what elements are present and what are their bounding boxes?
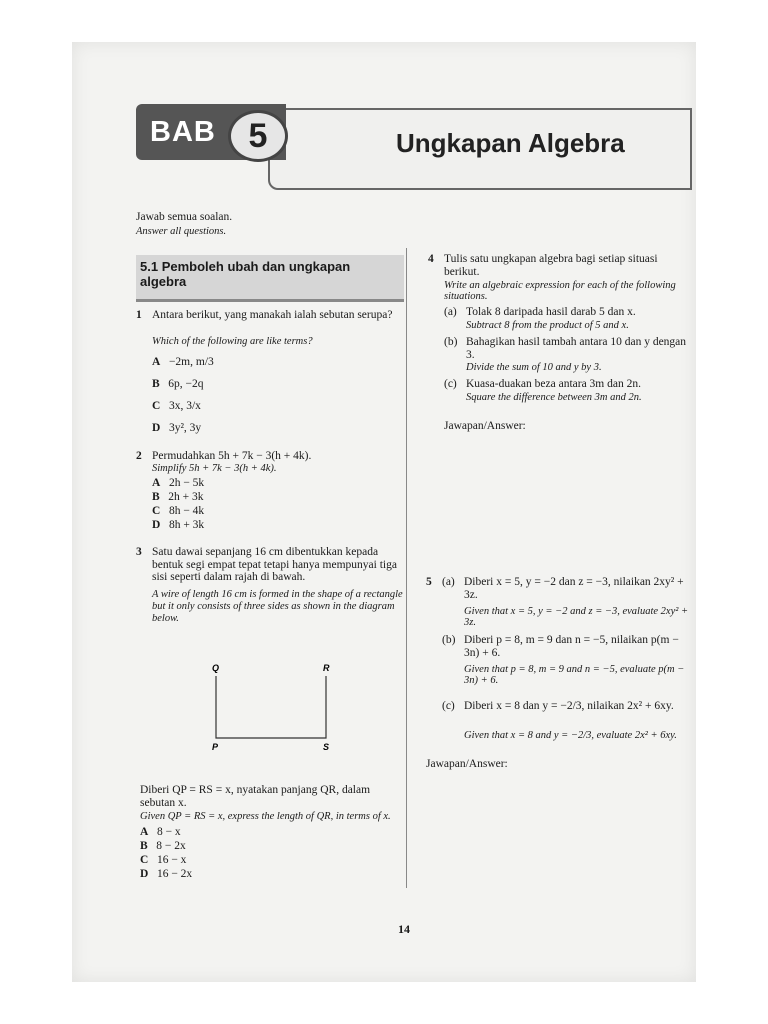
label-s: S: [323, 742, 330, 752]
page-number: 14: [398, 922, 410, 936]
label-p: P: [212, 742, 219, 752]
q3-option: D 16 − 2x: [140, 868, 193, 880]
q5-part-label: (b): [442, 634, 456, 646]
q2-text-ms: Permudahkan 5h + 7k − 3(h + 4k).: [152, 450, 312, 462]
q4-part-label: (b): [444, 336, 458, 348]
q5-part-ms: Diberi x = 8 dan y = −2/3, nilaikan 2x² + 6xy.: [464, 700, 674, 712]
q1-option: D 3y², 3y: [152, 422, 202, 434]
instruction-ms: Jawab semua soalan.: [136, 211, 233, 223]
q2-option: A 2h − 5k: [152, 477, 205, 489]
q1-option: B 6p, −2q: [152, 378, 204, 390]
q4-part-en: Divide the sum of 10 and y by 3.: [466, 362, 602, 373]
q3-diagram: [196, 662, 346, 752]
q5-part-en: Given that x = 5, y = −2 and z = −3, evaluate 2xy² + 3z.: [464, 606, 689, 628]
q2-option: D 8h + 3k: [152, 519, 205, 531]
q3-given-ms: Diberi QP = RS = x, nyatakan panjang QR, dalam sebutan x.: [140, 784, 371, 809]
q3-option: C 16 − x: [140, 854, 187, 866]
q1-text-en: Which of the following are like terms?: [152, 336, 313, 347]
q5-answer-label: Jawapan/Answer:: [426, 758, 508, 770]
q4-part-ms: Bahagikan hasil tambah antara 10 dan y dengan 3.: [466, 336, 687, 361]
q5-part-label: (a): [442, 576, 455, 588]
q1-number: 1: [136, 309, 142, 321]
q4-text-ms: Tulis satu ungkapan algebra bagi setiap situasi berikut.: [444, 253, 658, 278]
q5-part-ms: Diberi p = 8, m = 9 dan n = −5, nilaikan p(m − 3n) + 6.: [464, 634, 679, 659]
q4-part-ms: Kuasa-duakan beza antara 3m dan 2n.: [466, 378, 641, 390]
q5-part-en: Given that p = 8, m = 9 and n = −5, evaluate p(m − 3n) + 6.: [464, 664, 685, 686]
q3-option: A 8 − x: [140, 826, 181, 838]
chapter-label: BAB: [150, 116, 216, 148]
q3-text-en: A wire of length 16 cm is formed in the shape of a rectangle but it only consists of three sides as shown in the diagram below.: [152, 589, 403, 624]
label-q: Q: [212, 663, 220, 673]
q2-number: 2: [136, 450, 142, 462]
q4-part-label: (c): [444, 378, 457, 390]
q1-option: A −2m, m/3: [152, 356, 214, 368]
q3-text-ms: Satu dawai sepanjang 16 cm dibentukkan kepada bentuk segi empat tepat tetapi hanya mempunyai tiga sisi seperti dalam rajah di bawah.: [152, 546, 397, 583]
chapter-number: 5: [228, 110, 288, 162]
q4-answer-label: Jawapan/Answer:: [444, 420, 526, 432]
chapter-title: Ungkapan Algebra: [396, 128, 625, 158]
q1-option: C 3x, 3/x: [152, 400, 201, 412]
wire-shape: [216, 676, 326, 738]
q3-option: B 8 − 2x: [140, 840, 186, 852]
q2-option: B 2h + 3k: [152, 491, 204, 503]
q4-part-en: Subtract 8 from the product of 5 and x.: [466, 320, 629, 331]
q4-part-ms: Tolak 8 daripada hasil darab 5 dan x.: [466, 306, 636, 318]
q2-text-en: Simplify 5h + 7k − 3(h + 4k).: [152, 463, 277, 474]
q5-part-ms: Diberi x = 5, y = −2 dan z = −3, nilaikan 2xy² + 3z.: [464, 576, 684, 601]
q4-number: 4: [428, 253, 434, 265]
q3-number: 3: [136, 546, 142, 558]
instruction-en: Answer all questions.: [136, 226, 227, 237]
label-r: R: [323, 663, 330, 673]
section-title: 5.1 Pemboleh ubah dan ungkapan algebra: [140, 259, 351, 289]
q2-option: C 8h − 4k: [152, 505, 205, 517]
q3-given-en: Given QP = RS = x, express the length of QR, in terms of x.: [140, 811, 391, 822]
q4-part-en: Square the difference between 3m and 2n.: [466, 392, 642, 403]
q4-text-en: Write an algebraic expression for each of the following situations.: [444, 280, 676, 302]
q1-text-ms: Antara berikut, yang manakah ialah sebutan serupa?: [152, 309, 393, 321]
q5-number: 5: [426, 576, 432, 588]
column-divider: [406, 248, 407, 888]
q4-part-label: (a): [444, 306, 457, 318]
q5-part-en: Given that x = 8 and y = −2/3, evaluate 2x² + 6xy.: [464, 730, 677, 741]
q5-part-label: (c): [442, 700, 455, 712]
